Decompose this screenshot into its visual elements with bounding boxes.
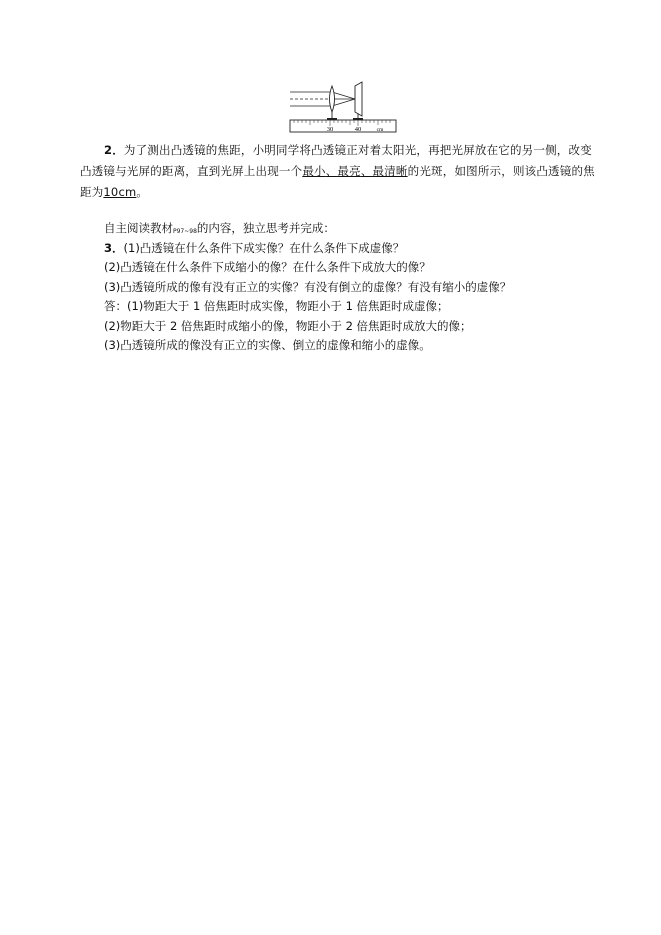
question-3-sub-2: (2)凸透镜在什么条件下成缩小的像？在什么条件下成放大的像？ xyxy=(104,260,431,274)
light-screen xyxy=(355,82,362,116)
question-3-line-1 xyxy=(80,239,600,259)
blank-sep-1: 、 xyxy=(325,164,338,178)
reading-instruction xyxy=(80,219,600,239)
question-2-end: 。 xyxy=(136,185,149,199)
focal-length-answer: 10cm xyxy=(103,185,137,199)
convex-lens xyxy=(330,86,335,112)
question-3-block xyxy=(80,219,600,356)
blank-sep-2: 、 xyxy=(360,164,373,178)
answer-3-line-1: 答：(1)物距大于 1 倍焦距时成实像，物距小于 1 倍焦距时成虚像； xyxy=(104,299,449,313)
reading-intro-suffix: 的内容，独立思考并完成： xyxy=(196,221,335,235)
reading-pages: P97~98 xyxy=(173,228,197,235)
answer-3-line-3: (3)凸透镜所成的像没有正立的实像、倒立的虚像和缩小的虚像。 xyxy=(104,338,431,352)
question-3-sub-3: (3)凸透镜所成的像有没有正立的实像？有没有倒立的虚像？有没有缩小的虚像？ xyxy=(104,279,512,294)
lens-experiment-figure xyxy=(288,80,398,136)
answer-3-line-2: (2)物距大于 2 倍焦距时成缩小的像，物距小于 2 倍焦距时成放大的像； xyxy=(104,318,472,333)
question-3-number: 3． xyxy=(104,240,124,255)
optical-bench-diagram xyxy=(288,80,398,136)
blank-clearest: 最清晰 xyxy=(372,164,408,178)
ruler-label-40: 40 xyxy=(354,126,362,133)
ruler-unit: cm xyxy=(376,127,384,133)
question-2-text-part2: 的光斑，如图所示，则该凸透镜的焦距为 xyxy=(80,164,595,199)
reading-intro-prefix: 自主阅读教材 xyxy=(104,221,173,235)
question-2-text-part1: 为了测出凸透镜的焦距，小明同学将凸透镜正对着太阳光，再把光屏放在它的另一侧，改变凸透镜与光屏的距离，直到光屏上出现一个 xyxy=(80,143,592,178)
light-rays xyxy=(290,92,355,106)
question-2-number: 2． xyxy=(104,143,124,157)
blank-brightest: 最亮 xyxy=(337,164,361,178)
ruler-label-30: 30 xyxy=(326,126,334,133)
question-3-sub-1: (1)凸透镜在什么条件下成实像？在什么条件下成虚像？ xyxy=(123,240,405,255)
question-2 xyxy=(80,140,600,203)
blank-smallest: 最小 xyxy=(302,164,326,178)
